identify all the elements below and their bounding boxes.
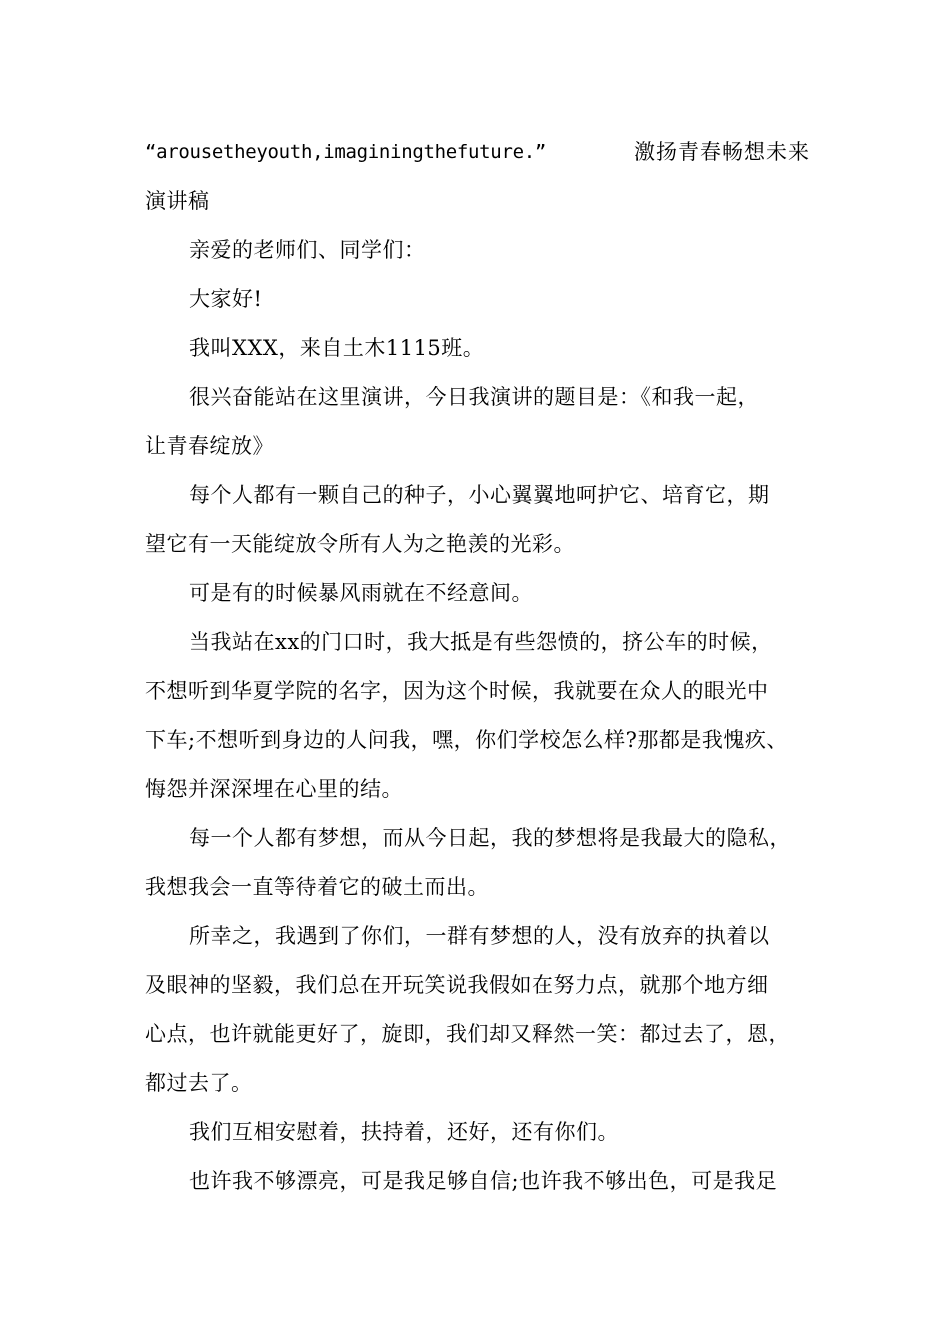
paragraph-line: 所幸之，我遇到了你们，一群有梦想的人，没有放弃的执着以: [189, 924, 770, 948]
paragraph-line: 当我站在xx的门口时，我大抵是有些怨愤的，挤公车的时候，: [189, 630, 773, 654]
title-chinese: 激扬青春畅想未来: [634, 140, 810, 164]
paragraph-line: 每一个人都有梦想，而从今日起，我的梦想将是我最大的隐私，: [189, 826, 791, 850]
paragraph-line: 望它有一天能绽放令所有人为之艳羡的光彩。: [145, 532, 575, 556]
paragraph-line: 悔怨并深深埋在心里的结。: [145, 777, 403, 801]
document-body: [145, 128, 810, 1206]
paragraph-line: 我想我会一直等待着它的破土而出。: [145, 875, 489, 899]
title-row: [145, 128, 810, 177]
paragraph-line: 都过去了。: [145, 1071, 253, 1095]
title-english: “arousetheyouth,imaginingthefuture.”: [145, 141, 547, 163]
paragraph-line: 我们互相安慰着，扶持着，还好，还有你们。: [189, 1120, 619, 1144]
paragraph-line: 很兴奋能站在这里演讲，今日我演讲的题目是：《和我一起，: [189, 385, 759, 409]
paragraph-line: 心点，也许就能更好了，旋即，我们却又释然一笑：都过去了，恩，: [145, 1022, 790, 1046]
paragraph-line: 不想听到华夏学院的名字，因为这个时候，我就要在众人的眼光中: [145, 679, 769, 703]
paragraph-line: 每个人都有一颗自己的种子，小心翼翼地呵护它、培育它，期: [189, 483, 770, 507]
paragraph-line: 也许我不够漂亮，可是我足够自信;也许我不够出色，可是我足: [189, 1169, 778, 1193]
paragraph-line: 亲爱的老师们、同学们：: [189, 238, 426, 262]
paragraph-line: 我叫XXX，来自土木1115班。: [189, 336, 485, 360]
paragraph-line: 让青春绽放》: [145, 434, 274, 458]
paragraph-line: 大家好!: [189, 287, 263, 311]
paragraph-line: 及眼神的坚毅，我们总在开玩笑说我假如在努力点，就那个地方细: [145, 973, 769, 997]
paragraph-line: 可是有的时候暴风雨就在不经意间。: [189, 581, 533, 605]
title-continuation: 演讲稿: [145, 189, 210, 213]
paragraph-line: 下车;不想听到身边的人问我，嘿，你们学校怎么样?那都是我愧疚、: [145, 728, 788, 752]
